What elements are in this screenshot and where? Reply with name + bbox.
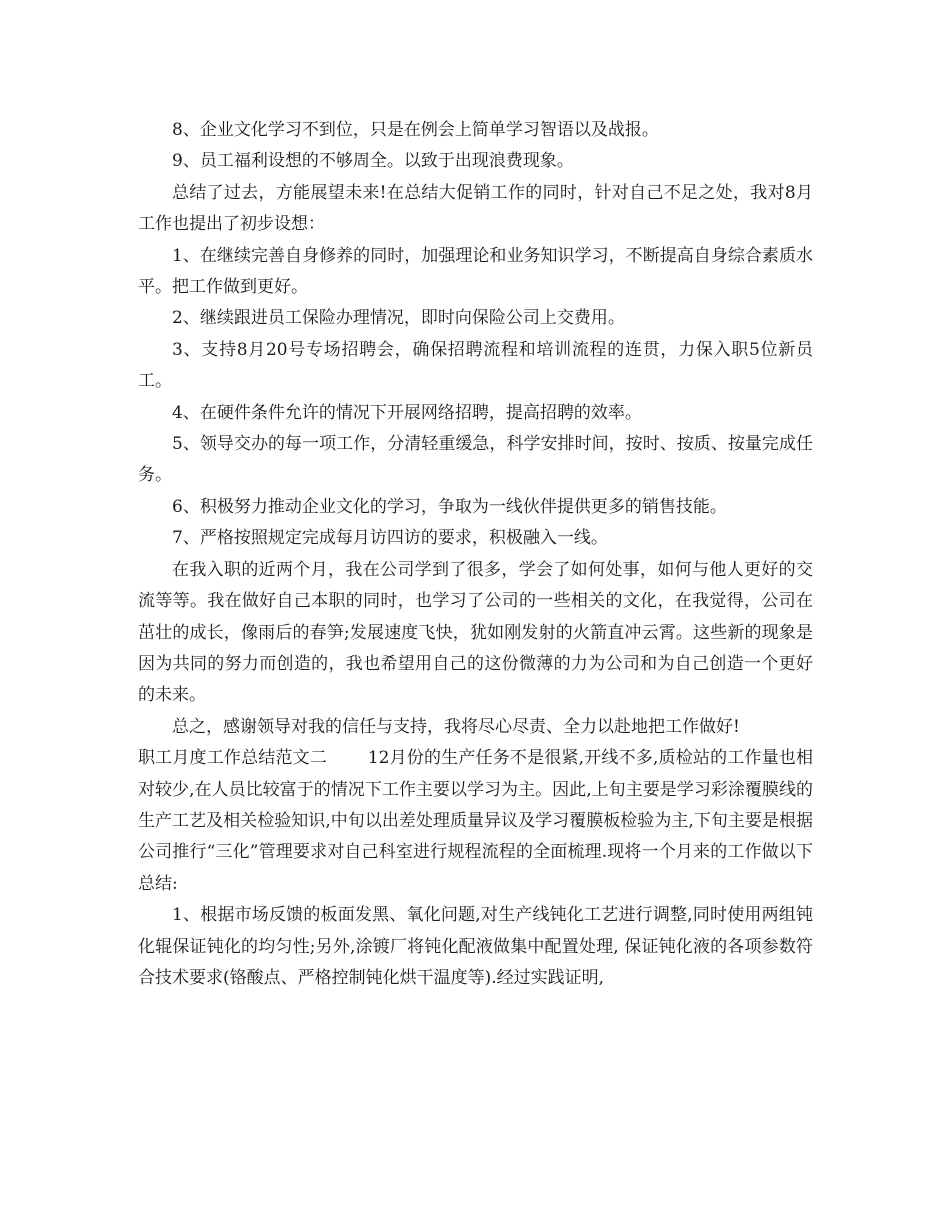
- paragraph-reflection: 在我入职的近两个月，我在公司学到了很多，学会了如何处事，如何与他人更好的交流等等。我在做好自己本职的同时，也学习了公司的一些相关的文化，在我觉得，公司在茁壮的成长，像雨后的春笋;发展速度飞快，犹如刚发射的火箭直冲云霄。这些新的现象是因为共同的努力而创造的，我也希望用自己的这份微薄的力为公司和为自己创造一个更好的未来。: [138, 559, 813, 706]
- paragraph-plan-4: 4、在硬件条件允许的情况下开展网络招聘，提高招聘的效率。: [172, 402, 642, 423]
- paragraph-section-two-item-1: 1、根据市场反馈的板面发黑、氧化问题,对生产线钝化工艺进行调整,同时使用两组钝化辊保证钝化的均匀性;另外,涂镀厂将钝化配液做集中配置处理, 保证钝化液的各项参数符合技术要求(铬酸点、严格控制钝化烘干温度等).经过实践证明,: [138, 905, 813, 988]
- paragraph-plan-1: 1、在继续完善自身修养的同时，加强理论和业务知识学习，不断提高自身综合素质水平。把工作做到更好。: [138, 245, 813, 298]
- paragraph-item-9: 9、员工福利设想的不够周全。以致于出现浪费现象。: [172, 151, 574, 172]
- paragraph-item-8: 8、企业文化学习不到位，只是在例会上简单学习智语以及战报。: [172, 120, 659, 140]
- section-two-paragraph: [138, 743, 813, 900]
- paragraph-plan-7: 7、严格按照规定完成每月访四访的要求，积极融入一线。: [172, 528, 608, 549]
- paragraph-plan-6: 6、积极努力推动企业文化的学习，争取为一线伙伴提供更多的销售技能。: [172, 496, 727, 517]
- paragraph-plan-3: 3、支持8月20号专场招聘会，确保招聘流程和培训流程的连贯，力保入职5位新员工。: [138, 339, 813, 392]
- section-title: 职工月度工作总结范文二: [138, 748, 328, 769]
- paragraph-summary-intro: 总结了过去，方能展望未来!在总结大促销工作的同时，针对自己不足之处，我对8月工作也提出了初步设想：: [138, 182, 813, 235]
- section-intro: 12月份的生产任务不是很紧,开线不多,质检站的工作量也相对较少,在人员比较富于的情况下工作主要以学习为主。因此,上旬主要是学习彩涂覆膜线的生产工艺及相关检验知识,中旬以出差处理质量异议及学习覆膜板检验为主,下旬主要是根据公司推行“三化”管理要求对自己科室进行规程流程的全面梳理.现将一个月来的工作做以下总结:: [138, 748, 813, 894]
- document-body: [138, 115, 813, 994]
- paragraph-plan-5: 5、领导交办的每一项工作，分清轻重缓急，科学安排时间，按时、按质、按量完成任务。: [138, 434, 813, 486]
- paragraph-plan-2: 2、继续跟进员工保险办理情况，即时向保险公司上交费用。: [172, 308, 625, 329]
- paragraph-closing: 总之，感谢领导对我的信任与支持，我将尽心尽责、全力以赴地把工作做好!: [172, 716, 740, 737]
